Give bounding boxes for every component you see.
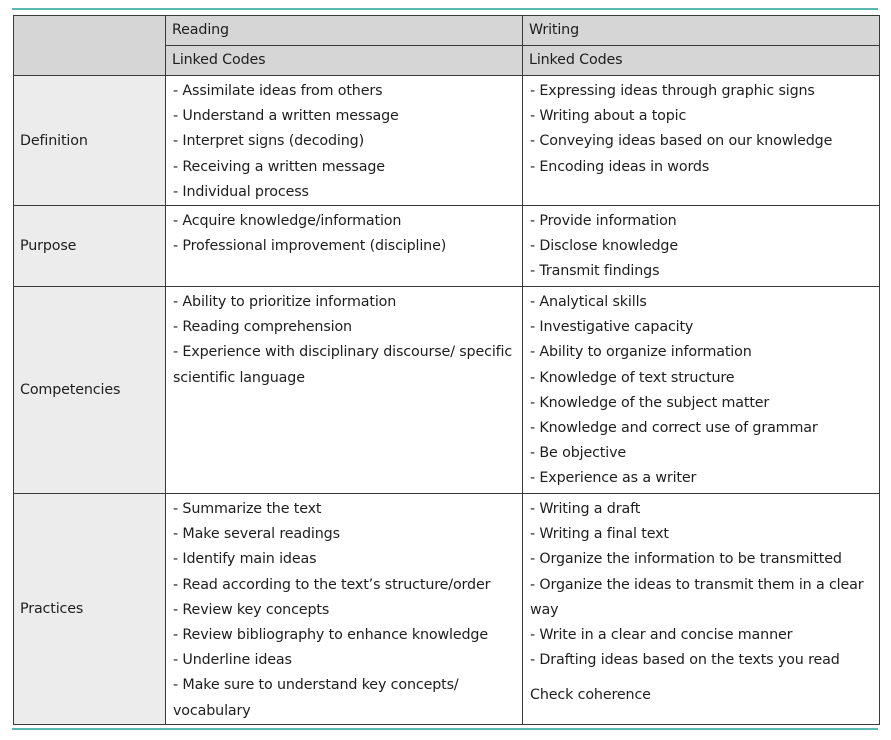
header-row-titles	[14, 16, 880, 46]
list-item: - Summarize the text	[173, 501, 322, 518]
list-item: - Make sure to understand key concepts/ vocabulary	[173, 677, 459, 719]
list-item: - Make several readings	[173, 526, 340, 543]
reading-cell	[166, 206, 523, 287]
list-item: - Read according to the text’s structure/order	[173, 576, 491, 593]
list-item: - Organize the information to be transmitted	[530, 551, 842, 568]
list-item: - Organize the ideas to transmit them in a clear way	[530, 576, 864, 618]
list-item: - Transmit findings	[530, 263, 660, 280]
writing-cell	[523, 206, 880, 287]
list-item: - Interpret signs (decoding)	[173, 133, 365, 150]
list-item: Check coherence	[530, 687, 651, 704]
table-row-competencies	[14, 287, 880, 494]
list-item: - Underline ideas	[173, 652, 292, 669]
list-item: - Acquire knowledge/information	[173, 213, 402, 230]
list-item: - Review key concepts	[173, 601, 330, 618]
list-item: - Provide information	[530, 213, 677, 230]
writing-cell	[523, 494, 880, 725]
list-item: - Individual process	[173, 183, 309, 200]
list-item: - Experience as a writer	[530, 470, 697, 487]
list-item: - Expressing ideas through graphic signs	[530, 83, 815, 99]
reading-cell	[166, 494, 523, 725]
list-item: - Knowledge and correct use of grammar	[530, 420, 818, 437]
list-item: - Encoding ideas in words	[530, 158, 710, 175]
list-item: - Writing a final text	[530, 526, 669, 543]
top-divider-rule	[12, 8, 878, 10]
list-item: - Analytical skills	[530, 294, 647, 311]
list-item: - Review bibliography to enhance knowledge	[173, 627, 488, 644]
list-item: - Professional improvement (discipline)	[173, 238, 447, 255]
list-item: - Knowledge of text structure	[530, 369, 735, 386]
header-reading: Reading	[166, 16, 523, 46]
table-row-definition	[14, 76, 880, 206]
list-item: - Drafting ideas based on the texts you read	[530, 652, 840, 669]
list-item: - Ability to prioritize information	[173, 294, 397, 311]
list-item: - Ability to organize information	[530, 344, 752, 361]
list-item: - Writing a draft	[530, 501, 641, 518]
list-item: - Investigative capacity	[530, 319, 694, 336]
row-label: Purpose	[14, 206, 166, 287]
row-label: Practices	[14, 494, 166, 725]
table-row-practices	[14, 494, 880, 725]
list-item: - Receiving a written message	[173, 158, 385, 175]
list-item: - Reading comprehension	[173, 319, 352, 336]
bottom-divider-rule	[12, 728, 878, 730]
writing-cell	[523, 287, 880, 494]
list-item: - Understand a written message	[173, 108, 399, 125]
list-item: - Be objective	[530, 445, 627, 462]
list-item: - Experience with disciplinary discourse/ specific scientific language	[173, 344, 513, 386]
header-writing: Writing	[523, 16, 880, 46]
list-item: - Write in a clear and concise manner	[530, 627, 793, 644]
table-row-purpose	[14, 206, 880, 287]
writing-cell	[523, 76, 880, 206]
reading-cell	[166, 76, 523, 206]
list-item: - Identify main ideas	[173, 551, 317, 568]
row-label: Competencies	[14, 287, 166, 494]
list-item: - Assimilate ideas from others	[173, 83, 383, 99]
subheader-writing-linked-codes: Linked Codes	[523, 46, 880, 76]
reading-cell	[166, 287, 523, 494]
list-item: - Writing about a topic	[530, 108, 687, 125]
header-corner-cell	[14, 16, 166, 76]
list-item: - Disclose knowledge	[530, 238, 678, 255]
subheader-reading-linked-codes: Linked Codes	[166, 46, 523, 76]
row-label: Definition	[14, 76, 166, 206]
list-item: - Conveying ideas based on our knowledge	[530, 133, 833, 150]
reading-writing-comparison-table	[13, 15, 880, 725]
list-item: - Knowledge of the subject matter	[530, 394, 770, 411]
